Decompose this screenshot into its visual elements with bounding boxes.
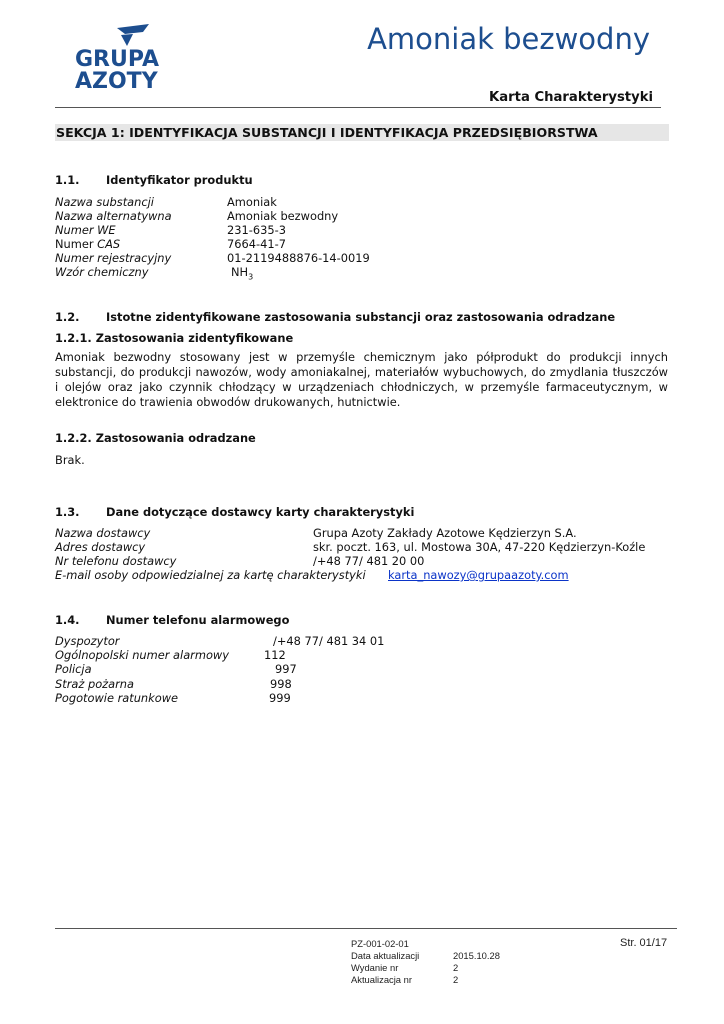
- s1-1-heading: Identyfikator produktu: [106, 173, 253, 187]
- emergency-label: Dyspozytor: [55, 634, 120, 648]
- product-id-value: 7664-41-7: [227, 237, 286, 251]
- chemical-formula: [231, 265, 253, 281]
- emergency-value: /+48 77/ 481 34 01: [273, 634, 385, 648]
- emergency-value: 999: [269, 691, 291, 705]
- s1-2-heading: Istotne zidentyfikowane zastosowania substancji oraz zastosowania odradzane: [106, 310, 616, 324]
- supplier-value: skr. poczt. 163, ul. Mostowa 30A, 47-220 Kędzierzyn-Koźle: [313, 540, 646, 554]
- advised-against-text: Brak.: [55, 453, 85, 467]
- product-id-value: 01-2119488876-14-0019: [227, 251, 370, 265]
- product-id-label: Numer WE: [55, 223, 116, 237]
- emergency-value: 997: [275, 662, 297, 676]
- supplier-label: Adres dostawcy: [55, 540, 146, 554]
- formula-main: NH: [231, 265, 249, 279]
- emergency-label: Ogólnopolski numer alarmowy: [55, 648, 229, 662]
- product-id-label: Wzór chemiczny: [55, 265, 149, 279]
- footer-doc-code: PZ-001-02-01: [351, 938, 409, 949]
- header-divider: [55, 107, 661, 108]
- cas-label-plain: Numer: [55, 237, 94, 251]
- supplier-value: Grupa Azoty Zakłady Azotowe Kędzierzyn S.A.: [313, 526, 577, 540]
- product-id-label: Nazwa substancji: [55, 195, 154, 209]
- footer-divider: [55, 928, 677, 929]
- s1-3-number: 1.3.: [55, 505, 80, 519]
- supplier-value: /+48 77/ 481 20 00: [313, 554, 425, 568]
- footer-label: Data aktualizacji: [351, 950, 420, 961]
- supplier-label: E-mail osoby odpowiedzialnej za kartę charakterystyki: [55, 568, 366, 582]
- grupa-azoty-logo: [73, 22, 188, 90]
- product-id-value: 231-635-3: [227, 223, 286, 237]
- identified-uses-text: Amoniak bezwodny stosowany jest w przemyśle chemicznym jako półprodukt do produkcji innych substancji, do produkcji nawozów, wody amoniakalnej, materiałów wybuchowych, do zmydlania tłuszczów i olejów oraz jako czynnik chłodzący w urządzeniach chłodniczych, w przemyśle farmaceutycznym, w elektronice do trawienia obwodów drukowanych, hutnictwie.: [55, 350, 668, 409]
- s1-2-number: 1.2.: [55, 310, 80, 324]
- supplier-label: Nr telefonu dostawcy: [55, 554, 177, 568]
- emergency-value: 112: [264, 648, 286, 662]
- emergency-label: Pogotowie ratunkowe: [55, 691, 179, 705]
- product-id-label: Nazwa alternatywna: [55, 209, 172, 223]
- footer-value: 2015.10.28: [453, 950, 500, 961]
- document-subtitle: Karta Charakterystyki: [489, 90, 653, 105]
- emergency-label: Policja: [55, 662, 92, 676]
- product-id-value: Amoniak bezwodny: [227, 209, 339, 223]
- logo-text-line2: AZOTY: [75, 69, 158, 90]
- supplier-email-link[interactable]: karta_nawozy@grupaazoty.com: [388, 568, 569, 582]
- footer-label: Aktualizacja nr: [351, 974, 412, 985]
- footer-value: 2: [453, 974, 459, 985]
- formula-subscript: 3: [248, 272, 254, 282]
- product-id-label: Numer rejestracyjny: [55, 251, 172, 265]
- section-title: SEKCJA 1: IDENTYFIKACJA SUBSTANCJI I IDENTYFIKACJA PRZEDSIĘBIORSTWA: [56, 125, 598, 140]
- supplier-label: Nazwa dostawcy: [55, 526, 151, 540]
- footer-value: 2: [453, 962, 459, 973]
- s1-3-heading: Dane dotyczące dostawcy karty charakterystyki: [106, 505, 415, 519]
- cas-label-italic: CAS: [97, 237, 121, 251]
- logo-swoosh-icon: [117, 24, 149, 34]
- product-id-label: [55, 237, 120, 251]
- product-id-value: Amoniak: [227, 195, 277, 209]
- emergency-label: Straż pożarna: [55, 677, 135, 691]
- s1-2-1-heading: 1.2.1. Zastosowania zidentyfikowane: [55, 331, 294, 345]
- document-title: Amoniak bezwodny: [367, 22, 650, 56]
- s1-4-heading: Numer telefonu alarmowego: [106, 613, 290, 627]
- logo-text-line1: GRUPA: [75, 47, 159, 72]
- s1-2-2-heading: 1.2.2. Zastosowania odradzane: [55, 431, 256, 445]
- page-number: Str. 01/17: [620, 937, 668, 949]
- footer-label: Wydanie nr: [351, 962, 399, 973]
- s1-1-number: 1.1.: [55, 173, 80, 187]
- s1-4-number: 1.4.: [55, 613, 80, 627]
- emergency-value: 998: [270, 677, 292, 691]
